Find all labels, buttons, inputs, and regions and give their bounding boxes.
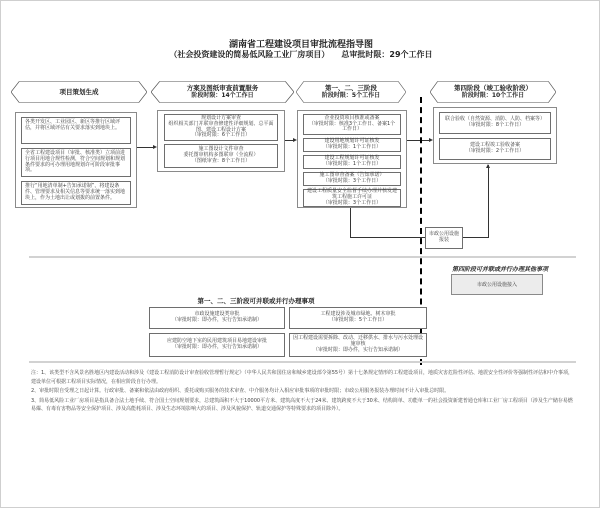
stage2-item-construction-drawing-review (164, 144, 278, 168)
item-title: 企业投资项目核准或备案 (324, 114, 380, 121)
stage2-header-sub: 阶段时限：14个工作日 (191, 92, 254, 100)
item-time: （图纸审查：8个工作日） (191, 157, 251, 164)
footnote-1: 注：1、该类型不含风景名胜地区内建设活动和涉及《建设工程消防设计审查验收管理暂行规定》（中华人民共和国住房和城乡建设部令第55号）第十七条规定情形的工程建设项目，地质灾害危险性评估、地震安全性评价等强制性评估和中介事项，建设单位可根据工程项目实际情况，在相应阶段自行办理。 (31, 370, 574, 385)
stage1-header (11, 81, 147, 103)
item-time: （审批时限：8个工作日） (465, 122, 525, 128)
connector-to-utility-box (350, 237, 426, 238)
stage4-header (430, 81, 556, 103)
stage123-parallel-title: 第一、二、三阶段可并联或并行办理事项 (197, 297, 315, 305)
item-title: 建设工程规划许可证核发 (324, 155, 380, 162)
stage3-item-project-planning-permit (303, 155, 401, 169)
utility-application-box: 市政公用设施报装 (425, 227, 463, 249)
item-title: 建设用地规划许可证核发 (324, 138, 380, 145)
item-time: （审批时限：6个工作日） (191, 132, 251, 139)
item-time: （审批时限：3个工作日） (322, 178, 382, 184)
arrow-right-icon (293, 138, 297, 142)
stage3-header-label: 第一、二、三阶段 (325, 84, 377, 93)
footnote-3: 3、简易低风险工业厂房项目是指具备合法土地手续、符合国土空间规划要求，总建筑面积不大于10000平方米、建筑高度不大于24米、建筑跨度不大于30米、结构简单、功能单一的社会投资新建普通仓库和工业厂房工程项目（涉及生产储存易燃易爆、有毒有害物品等安全保护项目、涉及高能耗项目、涉及生态环境影响大的项目、涉及风貌保护、轨道交通保护等特殊要求的项目除外）。 (31, 397, 573, 413)
stage4-header-label: 第四阶段（竣工验收阶段） (454, 84, 532, 93)
stage1-header-label: 项目策划生成 (59, 87, 99, 96)
page-subtitle: （社会投资建设的简易低风险工业厂房项目） 总审批时限：29个工作日 (169, 50, 433, 59)
item-time: （审批时限：即办件，实行告知承诺制） (171, 317, 262, 323)
stage3-item-construction-permit (303, 189, 401, 207)
item-title: 规划设计方案审查 (200, 115, 241, 121)
stage1-item-land-compliance-check: 全省工程建设项目（审批、核准类）立项前进行项目用地合规性检测，符合空间规划和规划条件要求的可办理用地规划许可阶段审批事项。 (21, 148, 131, 177)
stage2-header-label: 方案及图纸审查前置服务 (186, 84, 259, 93)
item-time: （审批时限：即办件，实行告知承诺制） (171, 344, 262, 350)
stage1-item-regional-assessment: 各类开发区、工业园区、新区等推行区域评估，并将区域评估有关要求落实到地块上。 (21, 117, 131, 144)
stage1-item-land-list-commitment: 推行“用地清单制+告知承诺制”，将建设条件、管理要求及相关信息等要求统一落实到地块上，作为土地出让或划拨的前置条件。 (21, 181, 131, 205)
connector-stage1-stage2 (137, 147, 154, 148)
item-title: 应建防空地下室的民用建筑项目易地建设审批 (166, 338, 267, 345)
parallel-item-water-sewage-facilities (289, 333, 427, 357)
arrow-right-icon (429, 138, 433, 142)
item-title: 因工程建设需要拆除、改动、迁移供水、排水与污水处理设施审核 (293, 335, 424, 348)
item-time: （审批时限：核准3个工作日、备案1个工作日） (308, 120, 396, 133)
stage4-item-completion-filing (439, 138, 551, 160)
item-title: 市政设施建设类审批 (194, 311, 240, 318)
page-title: 湖南省工程建设项目审批流程指导图 (228, 40, 373, 50)
item-time: （审批时限：即办件，实行告知承诺制） (312, 346, 403, 353)
stage3-item-drawing-filing (303, 172, 401, 186)
connector-from-utility-box (463, 237, 488, 238)
stage3-item-project-approval (303, 114, 401, 135)
stage4-item-joint-acceptance (439, 112, 551, 134)
stage4-parallel-title: 第四阶段可并联或并行办理其他事项 (451, 266, 548, 273)
stage2-header (151, 81, 294, 103)
section-divider-top (29, 256, 576, 258)
stage3-header-sub: 阶段时限：5个工作日 (321, 92, 381, 100)
stage4-header-sub: 阶段时限：10个工作日 (461, 92, 525, 100)
arrow-up-icon (486, 164, 490, 168)
stage2-item-plan-design-review (164, 114, 278, 141)
item-time: （审批时限：3个工作日） (322, 199, 382, 206)
stage3-header (296, 81, 406, 103)
item-time: （审批时限：1个工作日） (322, 144, 382, 150)
item-title: 建设工程竣工验收备案 (469, 142, 520, 149)
section-divider-bottom (29, 361, 576, 363)
parallel-item-air-defense-basement (149, 333, 285, 357)
item-time: （审批时限：2个工作日） (465, 148, 525, 154)
connector-up-to-stage4 (488, 165, 489, 238)
footnotes (31, 369, 577, 415)
parallel-item-municipal-facilities (149, 307, 285, 329)
connector-stage3-stage4 (407, 140, 429, 141)
stage3-item-land-use-permit (303, 138, 401, 152)
item-title: 联合验收（自然资源、消防、人防、档案等） (444, 116, 545, 123)
item-title: 建设工程质量安全监督手续办理并核发建筑工程施工许可证 (307, 188, 398, 201)
item-body: 委托图审机构多图联审（全流程） (183, 152, 259, 159)
parallel-item-green-space-trees (289, 307, 427, 329)
connector-stage3-down (350, 208, 351, 238)
item-title: 施工图设计文件审查 (198, 146, 244, 153)
item-title: 工程建设涉及城市绿地、树木审批 (320, 311, 396, 318)
item-time: （审批时限：5个工作日） (328, 317, 388, 323)
item-time: （审批时限：1个工作日） (322, 161, 382, 167)
footnote-2: 2、审批时限自受理之日起计算。行政审批、备案和依法由政府组织、委托或购买服务的技术审查、中介服务均计入相应审批事项的审批时限；市政公用服务报装办理时间不计入审批总时限。 (31, 388, 450, 395)
item-title: 施工图审查备案（告知承诺） (319, 172, 385, 179)
utility-connection-box: 市政公用设施接入 (451, 274, 543, 295)
item-body: 组织相关部门并联审查修建性详细规划、总平面图、建设工程设计方案 (168, 120, 274, 133)
arrow-right-icon (153, 145, 157, 149)
